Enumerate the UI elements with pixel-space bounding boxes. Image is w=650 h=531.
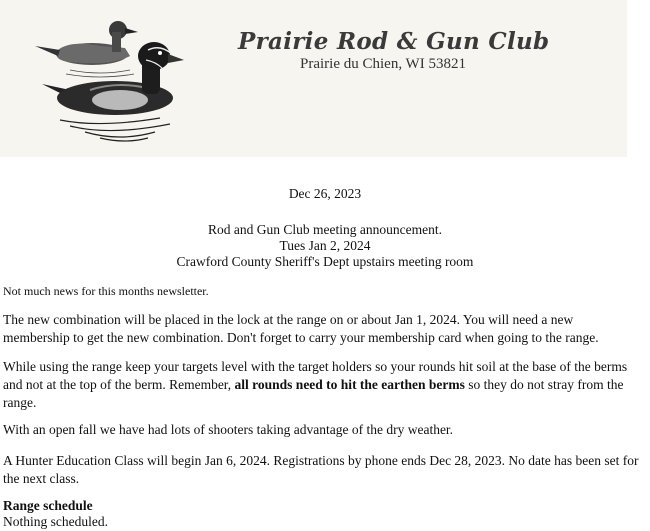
meeting-location: Crawford County Sheriff's Dept upstairs meeting room	[176, 254, 474, 269]
range-rules-text: While using the range keep your targets level with the target holders so your rounds hit soil at the base of the berms and not at the top of the berm. Remember,	[3, 359, 628, 392]
announcement-title: Rod and Gun Club meeting announcement.	[208, 222, 442, 237]
range-rules-emphasis: all rounds need to hit the earthen berms	[234, 377, 465, 392]
letter-date: Dec 26, 2023	[288, 186, 362, 201]
intro-text: Not much news for this months newsletter.	[3, 284, 209, 298]
club-name: Prairie Rod & Gun Club	[238, 28, 550, 55]
letterhead	[0, 0, 627, 157]
club-address: Prairie du Chien, WI 53821	[300, 56, 466, 72]
hunter-education-paragraph: A Hunter Education Class will begin Jan 6, 2024. Registrations by phone ends Dec 28, 2023. No date has been set for the next class.	[3, 453, 639, 486]
range-rules-text-end: so they do not stray from the range.	[3, 377, 624, 410]
range-rules-paragraph	[3, 358, 643, 412]
meeting-date: Tues Jan 2, 2024	[279, 238, 371, 253]
combination-paragraph: The new combination will be placed in the lock at the range on or about Jan 1, 2024. You will need a new membership to get the new combination. Don't forget to carry your membership card when going to the range.	[3, 312, 599, 345]
weather-paragraph: With an open fall we have had lots of shooters taking advantage of the dry weather.	[3, 422, 454, 437]
range-schedule-text: Nothing scheduled.	[3, 514, 108, 529]
wood-ducks-icon	[30, 10, 190, 150]
schedule-heading-text: Range schedule	[3, 498, 93, 513]
